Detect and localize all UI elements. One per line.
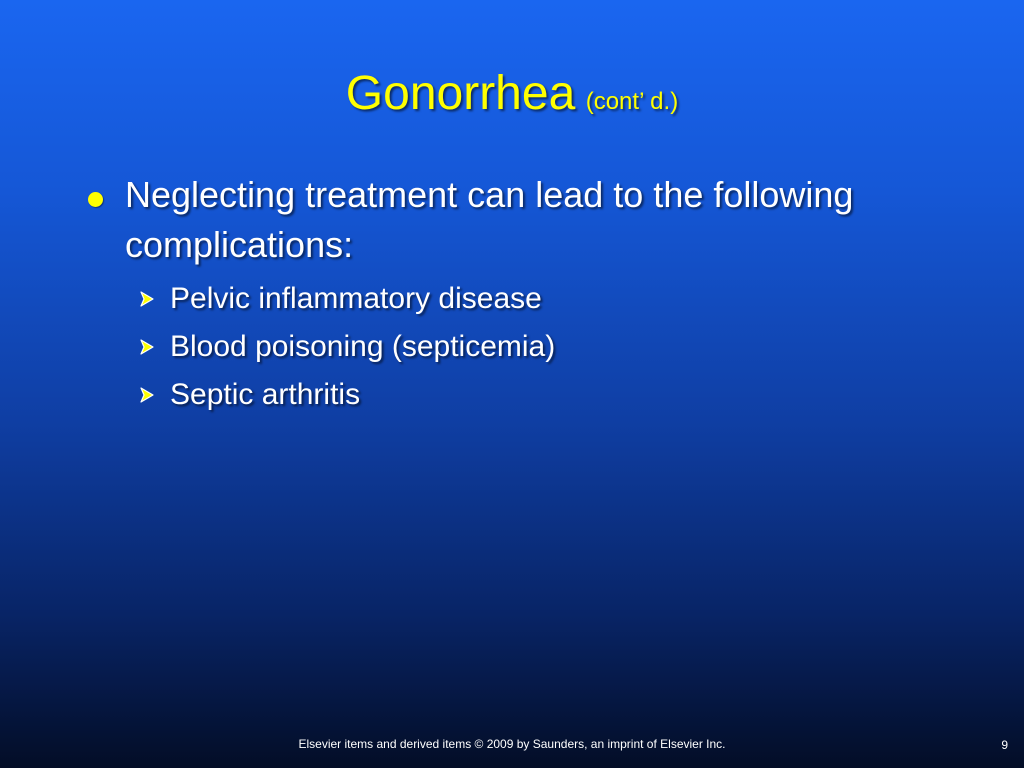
page-number: 9 bbox=[1001, 738, 1008, 752]
sub-bullet-list bbox=[138, 275, 938, 419]
sub-bullet-item bbox=[138, 371, 938, 419]
copyright-footer: Elsevier items and derived items © 2009 by Saunders, an imprint of Elsevier Inc. bbox=[298, 737, 726, 751]
slide-title bbox=[0, 66, 1024, 121]
title-suffix: (cont’ d.) bbox=[585, 88, 679, 115]
bullet-text: Neglecting treatment can lead to the following complications: bbox=[125, 174, 854, 265]
bullet-item bbox=[88, 170, 968, 270]
arrow-chevron-icon bbox=[138, 338, 156, 356]
sub-bullet-text: Pelvic inflammatory disease bbox=[170, 282, 542, 315]
sub-bullet-item bbox=[138, 323, 938, 371]
title-text: Gonorrhea bbox=[345, 67, 576, 120]
sub-bullet-text: Septic arthritis bbox=[170, 378, 361, 411]
arrow-chevron-icon bbox=[138, 290, 156, 308]
arrow-chevron-icon bbox=[138, 386, 156, 404]
sub-bullet-text: Blood poisoning (septicemia) bbox=[170, 330, 556, 363]
sub-bullet-item bbox=[138, 275, 938, 323]
filled-circle-icon bbox=[88, 192, 103, 207]
